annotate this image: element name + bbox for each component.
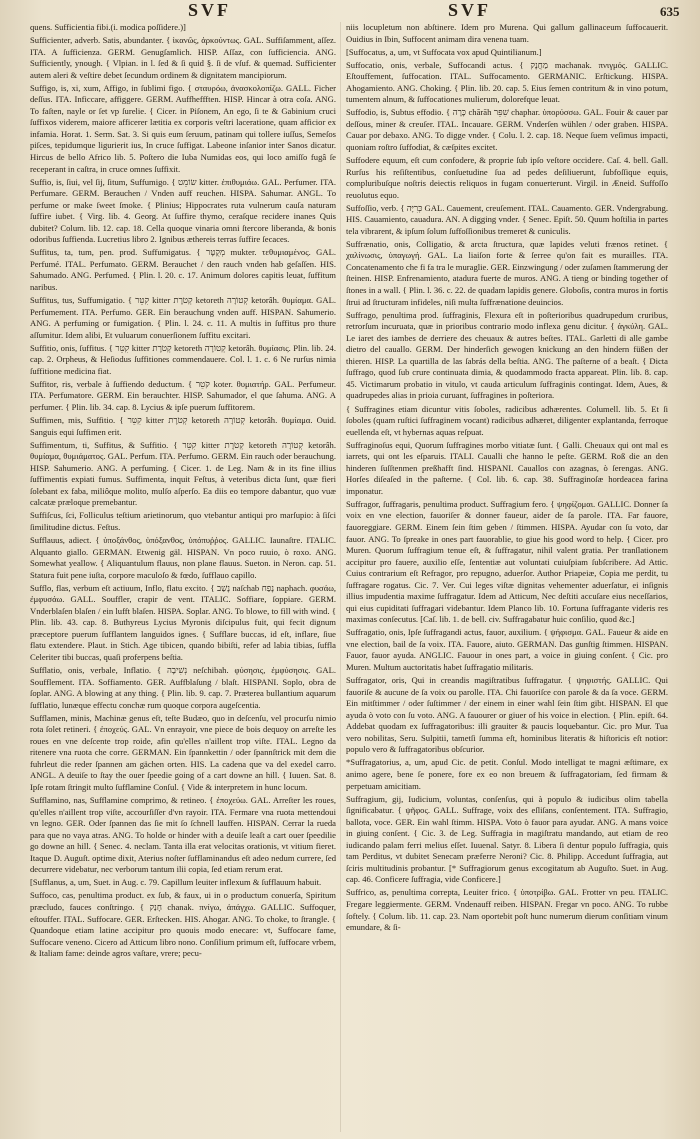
dictionary-entry: Suffragatio, onis, Ipſe ſuffragandi actus, fauor, auxilium. { ψήφισμα. GAL. Faueur & aide en vne election, bail de ſa voix. ITA. Fauore, aiuto. GERMAN. Das gunſtig ſtimmen. HISPAN. Fauor, fauor ayuda. ANGLIC. Fauour in ones part, a voice in giuing conſent. { Cic. pro Muren. Multum auctoritatis habet ſuffragatio militaris. xyxy=(346,627,668,673)
dictionary-entry: Suffitus, tus, Suffumigatio. { קִטֵּר kitter קְטֹרֶת ketoreth קְטוֹרָה ketorâh. θυμίαμα. GAL. Perfumement. ITA. Perfumo. GER. Ein berauchung vnden auff. HISPAN. Sahumerio. ANG. A perfuming or fumigation. { Plin. l. 24. c. 11. A multis in ſuffitus pro thure aſſumitur. Idem alibi, Et vuluarum conuerſionem ſuffitu excitari. xyxy=(30,295,336,340)
dictionary-entry: quens. Sufficientia fibi.(i. modica poſſidere.)] xyxy=(30,22,186,32)
page-number: 635 xyxy=(660,4,680,19)
dictionary-entry: Suffrænatio, onis, Colligatio, & arcta ſtructura, quæ lapides veluti frænos retinet. { χαλίνωσις, ὑπαγωγή. GAL. La liaiſon forte & ſerree qu'on fait es murailles. ITA. Concatenamento che fi fa tra le muraglie. GER. Einzwingung / oder zuſamen ſtammerung der ſteinen. HISP. Enfrenamiento, atadura fuerte de muros. ANG. A tieng or binding together of ſtones in a wall. { Plin. l. 36. c. 22. de quadam lapidis genere. Globoſis, contra muros in fortis ſtrui ad ſtructuram infideles, niſi multa ſuffrænatione deuincios. xyxy=(346,238,668,307)
dictionary-entry: Suffraginoſus equi, Quorum ſuffragines morbo vitiatæ ſunt. { Galli. Cheuaux qui ont mal es iarrets, qui ont les eſparuis. ITALI. Caualli che hanno le peſte. GERM. Roß die an den hinderen ſuſſtenmen preßhafft ſind. HISPANI. Cauallos con azagnas, ò ſerengas. ANG. Horſes diſeaſed in the paſterne. { Col. lib. 6. cap. 38. Suffraginoſæ hordeacea farina imponatur. xyxy=(346,439,668,496)
dictionary-entry: Suffimen, mis, Suffitio. { קִטֵּר kitter קְטֹרֶת ketoreth קְטוֹרָה ketorâh. θυμίαμα. Ouid. Sanguis equi ſuffimen erit. xyxy=(30,415,336,437)
dictionary-entry: Suffodere equum, eſt cum confodere, & proprie ſub ipſo veſtore occidere. Caſ. 4. bell. Gall. Rurſus his reſiſtentibus, conſuetudine ſua ad pedes deſiliuerunt, ſubfoſſique equis, compluribuſque noſtris deiectis reliquos in fugam conuerterunt. Virgil. in Æneid. Suffoſſo reuolutus equo. xyxy=(346,155,668,200)
dictionary-entry: Suffrago, penultima prod. ſuffraginis, Flexura eſt in poſterioribus quadrupedum cruribus, retrorſum incuruata, quæ in prioribus contrario modo inflexa genu dicitur. { ἀγκύλη. GAL. Le iaret des iambes de derriere des cheuaux & autres beſtes. ITAL. Garletti di alle gambe dietro del cauallo. GERM. Der hinderſich gewogen knickung an den hindern füßen der thieren. HISP. La quartilla de las ſabrás della beſtia. ANG. The paſterne of a beaſt. { Dicta ſuffrago, quod ſub crure continuata dimia, & quodammodo fracta appareat. Plin. lib. 8. cap. 45. Victimarum probatio in vitulo, vt cauda articulum ſuffraginis contingat. Idem, Aues, & quadrupedes alias in prioia curuant, ſuffragines in poſteriora. xyxy=(346,309,668,401)
dictionary-entry: niis locupletum non abſtinere. Idem pro Murena. Qui gallum gallinaceum ſuffocauerit. Ouidius in Ibin, Suffocent animam dira venena tuam. xyxy=(346,22,668,44)
dictionary-entry: Suffocatio, onis, verbale, Suffocandi actus. { מַחֲנָק machanak. πνιγμός. GALLIC. Eſtouffement, ſuffocation. ITAL. Suffocamento. GERMANIC. Erſtickung. HISPA. Ahogamiento. ANG. Choking. { Plin. lib. 20. cap. 5. Eius ſemen contritum & in vino potum, tumentem alnum, & ſuffocationes mulierum, dolorefque leuat. xyxy=(346,59,668,105)
dictionary-entry: Suffigo, is, xi, xum, Affigo, in ſublimi figo. { σταυρόω, ἀνασκολοπίζω. GALL. Ficher deſſus. ITA. Inficcare, affiggere. GERM. Auffheffften. HISP. Hincar à otra coſa. ANG. To faſten, nayle or ſet vp ſurelie. { Cicer. in Piſonem, An ego, ſi te & Gabinium cruci ſuffixos viderem, maiore afficerer lætitia ex corporis veſtri laceratione, quam afficior ex infamia. Horat. 1. Serm. Sat. 3. Si quis eum ſeruum, patinam qui tollere iuſſus, Semeſos piſces, tepidumque ligurierit ius, In cruce ſuffigat. Labeone inſanior inter Sanos dicatur. Hircus de bello Africo lib. 5. Poſtero die Iuba Numidas eos, qui loco amiſſo fugâ ſe receperant in caſtra, in cruce omnes ſuffixit. xyxy=(30,82,336,174)
dictionary-entry: [Suffocatus, a, um, vt Suffocata vox apud Quintilianum.] xyxy=(346,46,542,57)
dictionary-entry: Suffitor, ris, verbale à ſuffiendo deductum. { קֹטֵר koter. θυμιατήρ. GAL. Perfumeur. ITA. Perfumatore. GERM. Ein berauchter. HISP. Sahumador, el que ſahuma. ANG. A perfumer. { Plin. lib. 34. cap. 8. Lycius & ipſe puerum ſuffitorem. xyxy=(30,378,336,412)
dictionary-entry: Suffoco, cas, penultima product. ex ſub, & faux, ui in o productum conuerſa, Spiritum præcludo, fauces conſtringo. { חָנַק chanak. πνίγω, ἀπάγχω. GALLIC. Suffoquer, eſtouffer. ITAL. Suffocare. GER. Erſtecken. HIS. Ahogar. ANG. To choke, to ſtrangle. { Quandoque etiam latine accipitur pro quouis modo enecare: vt, Suffocare fame, Suffocare veneno. Cicero ad Atticum libro nono. Conſilium primum eſt, ſuffocare vrbem, & Italiam fame: deinde agros vaſtare, vrere; pecu- xyxy=(30,890,336,959)
right-running-head: SVF xyxy=(448,0,492,20)
column-divider xyxy=(340,22,341,1132)
dictionary-entry: Sufflamino, nas, Sufflamine comprimo, & retineo. { ἐποχεύω. GAL. Arreſter les roues, qu'elles n'aillent trop viſte, accourſiſſer d'vn rayoir. ITA. Fermare vna ruota mettendoui vn legno. GER. Oder ſpannen das ſie mit ſo ſchnell lauffen. HISPAN. Cerrar la rueda para que no vaya atras. ANG. To holde or hinder with a deuiſe leaſt a cart ouer ſpeedilie go downe an hill. { Senec. 4. neclam. Tanta illa erat velocitas orationis, vt vitium fieret. Itaque D. Auguſt. optime dixit, Aterius noſter ſufflaminandus eſt adeo nedum currere, ſed decurrere videbatur, nec verborum tantum ilii copia, ſed etiam rerum erat. xyxy=(30,795,336,875)
dictionary-entry: { Suffragines etiam dicuntur vitis ſoboles, radicibus adhærentes. Columell. lib. 5. Et ſi ſoboles (quam ruſtici ſuffraginem vocant) radicibus adhæret, diligenter explantanda, ferroque euellenda eſt, vt hybernas aquas reſpuat. xyxy=(346,403,668,437)
dictionary-entry: Suffitus, ta, tum, pen. prod. Suffumigatus. { מְקֻטָּר mukter. τεθυμιαμένος. GAL. Perfumé. ITAL. Perfumato. GERM. Berauchet / den rauch vnden hab geſaſſen. HIS. Sahumado. ANG. Perfumed. { Plin. l. 20. c. 17. Animum dolores capitis leuat, ſuffitum naribus. xyxy=(30,247,336,293)
dictionary-entry: Suffragium, gij, Iudicium, voluntas, conſenſus, qui à populo & iudicibus olim tabella ſignificabatur. { ψῆφος. GALL. Suffrage, voix des eſliſans, conſentement. ITA. Suffragio, ballota, voce. GER. Ein wahl ſtimm. HISPA. Voto ò fauor para ayudar. ANG. A mans voice in giuing conſent. { Cic. 3. de Leg. Suffragia in magiſtratu mandando, aut etiam de reo iudicando palam ferri melius eſſet. Iuuenal. Satyr. 8. Libera ſi dentur populo ſuffragia, quis tam Perditus, vt dubitet Senecam præferre Neroni? Cic. 8. Philipp. Accedunt ſuffragia, aut ſciris multitudinis probantur. [* Suffragiorum genus excogitatum ab Auguſto. Suet. in Aug. cap. 46. Conficere ſuffragia, vide Conficere.] xyxy=(346,793,668,885)
dictionary-entry: Suffragator, oris, Qui in creandis magiſtratibus ſuffragatur. { ψηφιστής. GALLIC. Qui fauoriſe & aucune de ſa voix ou parolle. ITA. Chi fauoriſce con parole & da ſa voce. GERM. Ein mitſtimmer / oder ſuſtimmer / der einem in einer wahl ſein ſtim gibt. HISPAN. El que ayuda ò voto con ſu voto. ANG. A fauourer or giuer of his voice in election. { Plin. epiſt. 64. Addebat quodam ex ſuffragatoribus: illi grauiter & paucis loquebantur. Cic. pro Mur. Tua vero nobilitas, Seru. Sulpitii, tametſi ſumma eſt, hominibus literatis & hiſtoricis eſt notior: populo vero & ſuffragatoribus obſcurior. xyxy=(346,675,668,755)
left-running-head: SVF xyxy=(188,0,232,20)
right-column xyxy=(346,22,668,1134)
running-header xyxy=(0,0,700,22)
dictionary-entry: *Suffragatorius, a, um, apud Cic. de petit. Conſul. Modo intelligat te magni æſtimare, ex animo agere, bene ſe ponere, fore ex eo non breuem & ſuffragatoriam, ſed firmam & perpetuam amicitiam. xyxy=(346,757,668,791)
dictionary-entry: Sufflamen, minis, Machinæ genus eſt, teſte Budæo, quo in deſcenſu, vel procurſu nimio rota ſolet retineri. { ἐποχεύς. GAL. Vn enrayoir, vne piece de bois dequoy on arreſte les roues en vne deſcente trop roide, afin qu'elles n'aillent trop viſte. ITAL. Legno da ritenere vna ruota che corre. GERMAN. Ein ſpannkettin / oder ſpannſtrick mit dem die fuhrleut die reder ſpannen am gächen orten. HIS. La cadena que va del exedel carro. ANGL. A deuiſe to ſtay the ouer ſpeedie going of a cart downe an hill. { Iuuen. Sat. 8. Ipſe rotam ſtringit multo ſufflamine Conſul. { Vide & interpretem in hunc locum. xyxy=(30,712,336,792)
dictionary-entry: Suffitio, onis, ſuffitus. { קִטֵּר kitter קְטֹרֶת ketoreth קְטוֹרָה ketorâh. θυμίασις. Plin. lib. 24. cap. 2. Orpheus, & Heſiodus ſuffitiones commendauere. Col. l. 1. c. 6 Ne rurſus nimia ſuffitione medicina fiat. xyxy=(30,342,336,376)
dictionary-entry: Suffodio, is, Subtus effodio. { כָּרָה chārāh שִׁפֵּר chaphar. ὑπορύσσω. GAL. Fouir & cauer par deſſous, miner & creuſer. ITAL. Incauare. GERM. Vnderſen wühlen / oder graben. HISPA. Cauar por debaxo. ANG. To digge vnder. { Colu. l. 2. cap. 18. Neque ſuem veſimus impacti, quoniam roſtro ſuffodiat, & cæſpites excitet. xyxy=(346,107,668,152)
dictionary-entry: Sufflatio, onis, verbale, Inflatio. { נְשִׁיבָה neſchibah. φύσησις, ἐμφύσησις. GAL. Soufflement. ITA. Soffiamento. GER. Auffblaſung / blaſt. HISPANI. Soplo, obra de ſoplar. ANG. A blowing at any thing. { Plin. lib. 9. cap. 7. Præterea bullantium aquarum ſufflatio, lunæque effectu conchæ rum quoque corpora augeſcentia. xyxy=(30,665,336,710)
dictionary-entry: Suffiſcus, ſci, Folliculus teſtium arietinorum, quo vtebantur antiqui pro marſupio: à ſiſci ſimilitudine dictus. Feſtus. xyxy=(30,510,336,532)
dictionary-entry: Suffragor, ſuffragaris, penultima product. Suffragium fero. { ψηφίζομαι. GALLIC. Donner ſa voix en vne election, fauoriſer & donner faueur, aider de ſa parole. ITA. Far fauore, fauoreggiare. GERM. Einem ſein ſtim geben / ſtimmen. HISPA. Ayudar con ſu voto, dar fauor. ANG. To ſpreake in ones part fauorablie, to giue his good word to help. { Cicer. pro Muren. Quorum ſuffragium tenue eſt, & ſuffragatur, nihil valent gratia. Per tranſlationem accipitur pro fauere, auxilio eſſe, ſententiæ aut voluntati cuiuſpiam ſubſcribere. Ad Attic. Cuius contrarium eſt Refragor, pro repugno, aduerſor. Author Priapeiæ, Copia me perdit, tu ſuffragare rogatus. Cic. 7. Ver. Cui leges viſtæ dignitas vehementer aduerſatur, ei inſignis illius impudentia maxime ſuffragatur. Idem ad Atticum, Nec deſtiti accuſare eius neceſſarios, qui eius cupiditati ſuffragari videbantur. Idem Planco lib. 10. Fortuna ſuffragante videris res maximas conſecutus. [Caſ. lib. 1. de bell. civ. Suffragabatur huic conſilio, quod &c.] xyxy=(346,498,668,625)
dictionary-entry: Suffrico, as, penultima correpta, Leuiter frico. { ὑποτρίβω. GAL. Frotter vn peu. ITALIC. Fregare leggiermente. GERM. Vndenauff reiben. HISPAN. Fregar vn poco. ANG. To rubbe ſoftely. { Colum. lib. 11. cap. 23. Nam oportebit poſt hunc numerum dierum conſitiam vinum emundare, & ſi- xyxy=(346,887,668,933)
dictionary-entry: Sufficienter, adverb. Satis, abundanter. { ἱκανῶς, ἀρκούντως. GAL. Suffiſamment, aſſez. ITA. A ſufficienza. GERM. Genugſamlich. HISP. Aſſaz, con ſufficiencia. ANG. Sufficiently, ynough. { Vlpian. in l. ſed & ſi quid §. ſi de vſuf. & quemad. Sufficienter autem aleri & veſtire debet ſecundum ordinem & dignitatem mancipiorum. xyxy=(30,35,336,80)
dictionary-entry: Sufflauus, adiect. { ὑποξάνθος, ὑπόξανθος, ὑπόπυῤῥος. GALLIC. Iaunaſtre. ITALIC. Alquanto giallo. GERMAN. Etwenig gäl. HISPAN. Vn poco ruuio, ò roxo. ANG. Somewhat yeallow. { Aliquantulum flauus, non plane flauus. Sueton. in Neron. cap. 51. Statura fuit pene iuſta, corpore maculoſo & fœdo, ſufflauo capillo. xyxy=(30,535,336,580)
dictionary-entry: Suffio, is, ſiui, vel ſij, ſitum, Suffumigo. { שׂוֹמֵט kitter. ἐπιθυμιάω. GAL. Perfumer. ITA. Perfumare. GERM. Berauchen / Vnden auff reuchen. HISPA. Sahumar. ANGL. To perfume or make ſweet ſmoke. { Plinius; Hippocrates ruta vulnerum cauſa naturam ſuffire iubet. { Virg. lib. 4. Georg. At ſuffire thymo, ceraſque recidere inanes Quis dubitet? Colum. lib. 12. cap. 18. Cella quoque vinaria omni ſtercore liberanda, & bonis odoribus ſuffienda. Lucretius libro 2. Ignibus æthereis terras ſuffire ſecaces. xyxy=(30,176,336,245)
dictionary-entry: [Sufflanus, a, um, Suet. in Aug. c. 79. Capillum leuiter inflexum & ſufflauum habuit. xyxy=(30,877,322,888)
dictionary-entry: Sufflo, flas, verbum eſt actiuum, Inflo, flatu excito. { נָשַׁב naſchab נָפַח naphach. φυσάω, ἐμφυσάω. GALL. Souffler, crapir de vent. ITALIC. Soffiare, ſoppiare. GERM. Vnderblaſen blaſen / ein lufft blaſen. HISPA. Soplar. ANG. To blowe, to fill with wind. { Plin. lib. 43. cap. 8. Buthyreus Lycius Myronis diſcipulus fuit, qui fecit dignum præceptore puerum ſufflantem languidos ignes. { Sufflare buccas, id eſt, inflare, ſiue flatu extendere. Plaut. in Stich. Age tibicen, quando bibiſti, refer ad labia tibias, ſuffla Celeriter tibi buccas, quaſi proferpens beſtia. xyxy=(30,582,336,662)
dictionary-entry: Suffoſſio, verb. { כְּרִיָּה GAL. Cauement, creuſement. ITAL. Cauamento. GER. Vndergrabung. HIS. Cauamiento, cauadura. AN. A digging vnder. { Senec. Epiſt. 50. Quum hoſtilia in partes tela vibrarent, & ipſum ſolum ſuffoſſionibus tremeret & cuniculis. xyxy=(346,202,668,236)
dictionary-entry: Suffimentum, ti, Suffitus, & Suffitio. { קִטֵּר kitter קְטֹרֶת ketoreth קְטוֹרָה ketorâh. θυμίαμα, θυμιάματος. GAL. Perfum. ITA. Perfumo. GERM. Ein rauch oder berauchung. HISP. Sahumerio. ANG. A perfuming. { Cicer. 1. de Leg. Nam & in its fine illius ſuffimentis expiati fumus. Suffimenta, inquit Feſtus, à veteribus dicta ſunt, quæ fieri ſolebant ex faba, miliôque molito, mulſo aſperſo. Ea diis eo tempore dabantur, quo vuæ calcatæ præloque premebantur. xyxy=(30,439,336,508)
left-column xyxy=(30,22,336,1134)
